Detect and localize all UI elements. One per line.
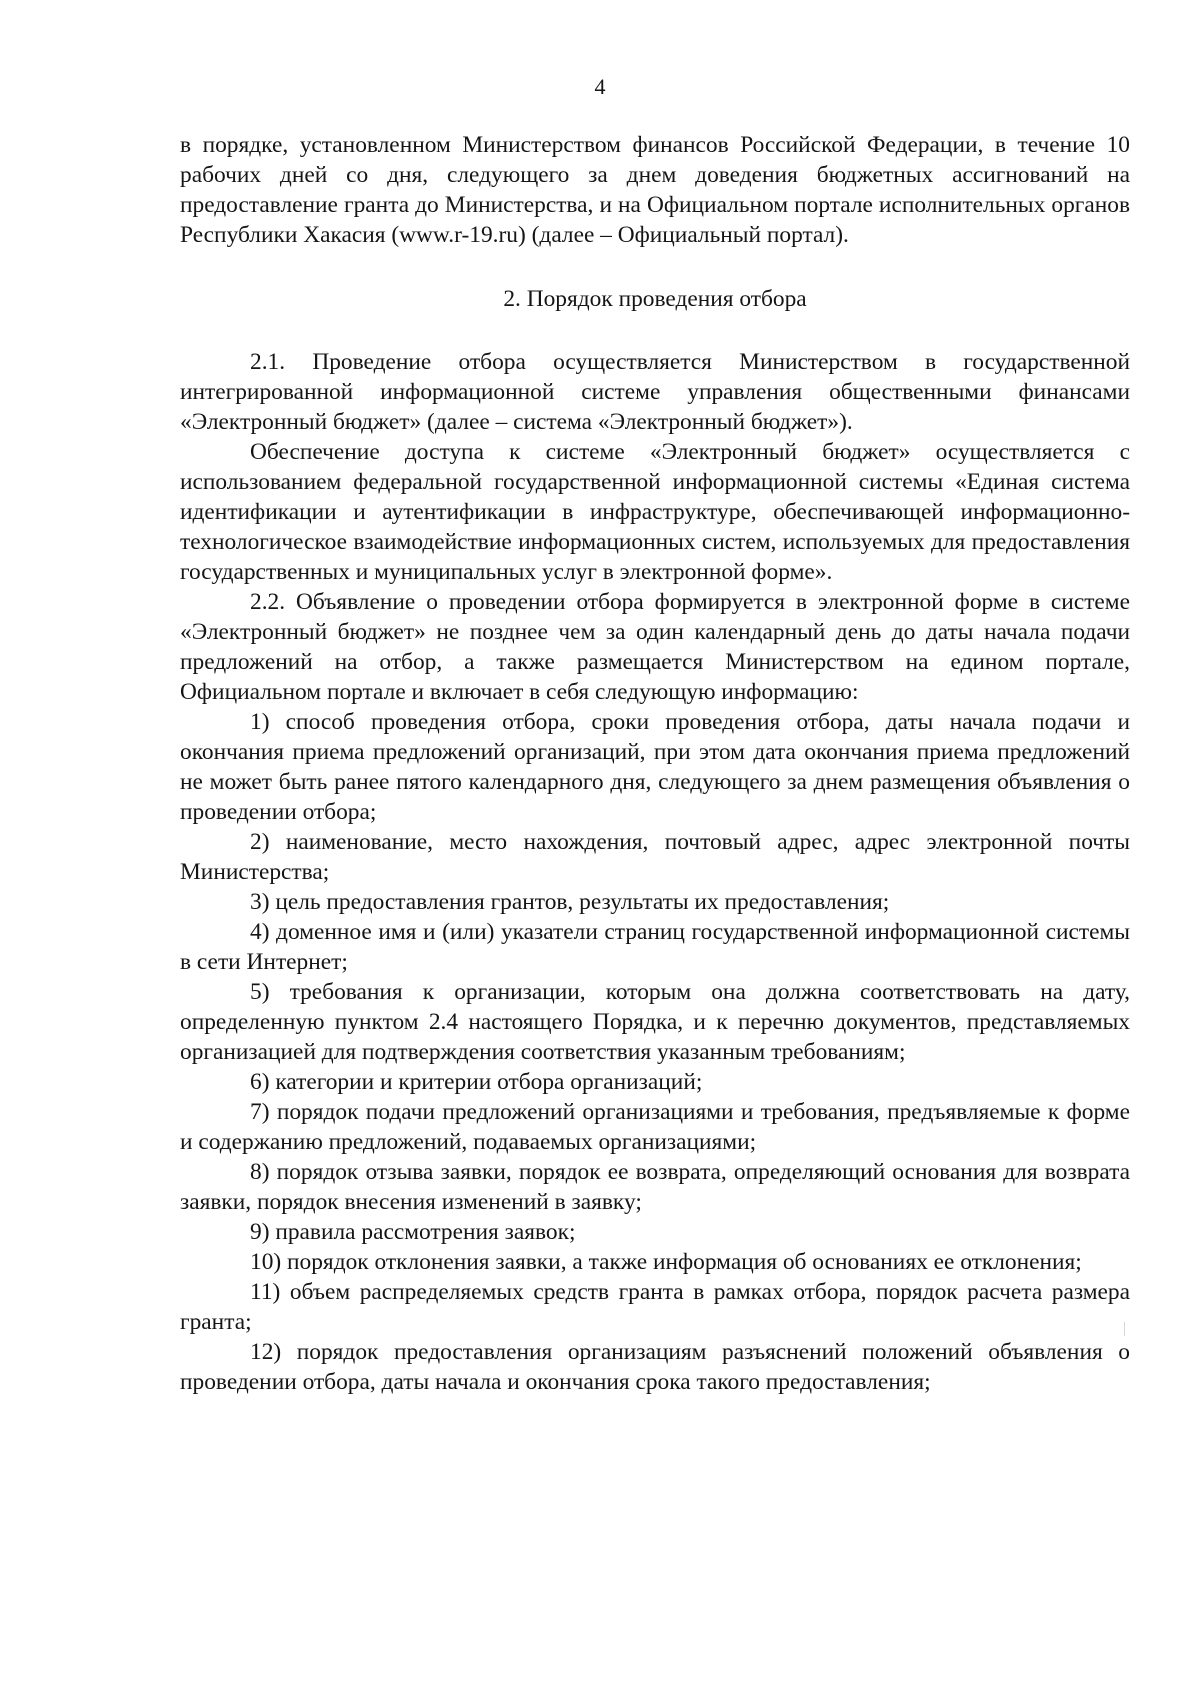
list-item: 12) порядок предоставления организациям разъяснений положений объявления о проведении отбора, даты начала и окончания срока такого предоставления; — [180, 1339, 1130, 1395]
list-item: 7) порядок подачи предложений организациями и требования, предъявляемые к форме и содержанию предложений, подаваемых организациями; — [180, 1099, 1130, 1155]
list-item: 2) наименование, место нахождения, почтовый адрес, адрес электронной почты Министерства; — [180, 829, 1130, 885]
document-body — [180, 130, 1130, 1397]
list-item: 4) доменное имя и (или) указатели страниц государственной информационной системы в сети Интернет; — [180, 919, 1130, 975]
list-item: 10) порядок отклонения заявки, а также информация об основаниях ее отклонения; — [250, 1249, 1082, 1275]
list-item: 9) правила рассмотрения заявок; — [250, 1219, 576, 1245]
list-item: 6) категории и критерии отбора организаций; — [250, 1069, 703, 1095]
intro-paragraph: в порядке, установленном Министерством финансов Российской Федерации, в течение 10 рабочих дней со дня, следующего за днем доведения бюджетных ассигнований на предоставление гранта до Министерства, и на Официальном портале исполнительных органов Республики Хакасия (www.r-19.ru) (далее – Официальный портал). — [180, 132, 1130, 248]
list-item: 3) цель предоставления грантов, результаты их предоставления; — [250, 889, 890, 915]
list-item: 5) требования к организации, которым она должна соответствовать на дату, определенную пунктом 2.4 настоящего Порядка, и к перечню документов, представляемых организацией для подтверждения соответствия указанным требованиям; — [180, 979, 1130, 1065]
paragraph-2-2: 2.2. Объявление о проведении отбора формируется в электронной форме в системе «Электронный бюджет» не позднее чем за один календарный день до даты начала подачи предложений на отбор, а также размещается Министерством на едином портале, Официальном портале и включает в себя следующую информацию: — [180, 589, 1130, 705]
list-item: 1) способ проведения отбора, сроки проведения отбора, даты начала подачи и окончания приема предложений организаций, при этом дата окончания приема предложений не может быть ранее пятого календарного дня, следующего за днем размещения объявления о проведении отбора; — [180, 709, 1130, 825]
paragraph-2-1: 2.1. Проведение отбора осуществляется Министерством в государственной интегрированной информационной системе управления общественными финансами «Электронный бюджет» (далее – система «Электронный бюджет»). — [180, 349, 1130, 435]
list-item: 8) порядок отзыва заявки, порядок ее возврата, определяющий основания для возврата заявки, порядок внесения изменений в заявку; — [180, 1159, 1130, 1215]
list-item: 11) объем распределяемых средств гранта в рамках отбора, порядок расчета размера гранта; — [180, 1279, 1130, 1335]
section-heading: 2. Порядок проведения отбора — [503, 286, 807, 312]
scan-mark — [1124, 1322, 1125, 1336]
paragraph-access: Обеспечение доступа к системе «Электронный бюджет» осуществляется с использованием федеральной государственной информационной системы «Единая система идентификации и аутентификации в инфраструктуре, обеспечивающей информационно-технологическое взаимодействие информационных систем, используемых для предоставления государственных и муниципальных услуг в электронной форме». — [180, 439, 1130, 585]
page-number: 4 — [594, 74, 606, 99]
